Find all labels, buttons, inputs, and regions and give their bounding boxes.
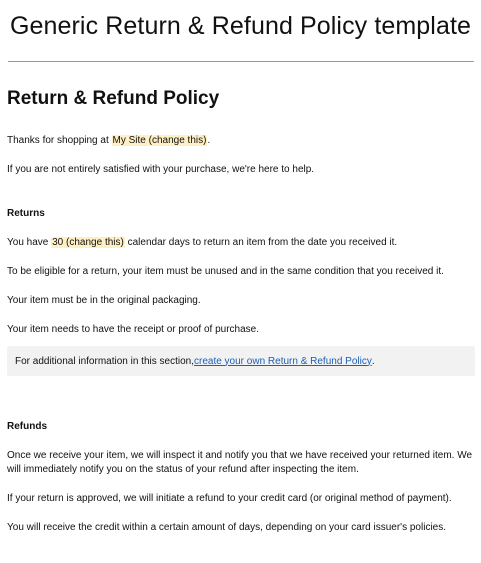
intro-thanks — [7, 134, 475, 148]
intro-thanks-prefix: Thanks for shopping at — [7, 135, 112, 146]
notice-suffix: . — [371, 355, 375, 367]
site-name-placeholder: My Site (change this) — [112, 135, 207, 146]
returns-days — [7, 236, 475, 250]
info-notice — [7, 346, 475, 376]
refunds-inspect: Once we receive your item, we will inspect it and notify you that we have received your returned item. We will immediately notify you on the status of your refund after inspecting the item. — [7, 450, 473, 475]
intro-satisfaction: If you are not entirely satisfied with your purchase, we're here to help. — [7, 164, 315, 175]
refunds-credit: You will receive the credit within a certain amount of days, depending on your card issuer's policies. — [7, 522, 446, 533]
returns-packaging: Your item must be in the original packaging. — [7, 295, 201, 306]
document-title: Return & Refund Policy — [7, 88, 220, 109]
returns-heading: Returns — [7, 208, 45, 219]
returns-days-suffix: calendar days to return an item from the date you received it. — [124, 237, 398, 248]
refunds-heading: Refunds — [7, 421, 47, 432]
intro-thanks-suffix: . — [207, 135, 211, 146]
create-policy-link[interactable]: create your own Return & Refund Policy — [193, 355, 372, 367]
notice-prefix: For additional information in this section, — [15, 355, 194, 367]
refunds-approved: If your return is approved, we will initiate a refund to your credit card (or original method of payment). — [7, 493, 452, 504]
returns-eligibility: To be eligible for a return, your item must be unused and in the same condition that you received it. — [7, 266, 444, 277]
return-days-placeholder: 30 (change this) — [52, 237, 124, 248]
returns-days-prefix: You have — [7, 237, 52, 248]
policy-document — [7, 85, 475, 535]
page-header: Generic Return & Refund Policy template — [9, 12, 472, 40]
header-divider — [8, 61, 474, 62]
returns-receipt: Your item needs to have the receipt or proof of purchase. — [7, 324, 260, 335]
